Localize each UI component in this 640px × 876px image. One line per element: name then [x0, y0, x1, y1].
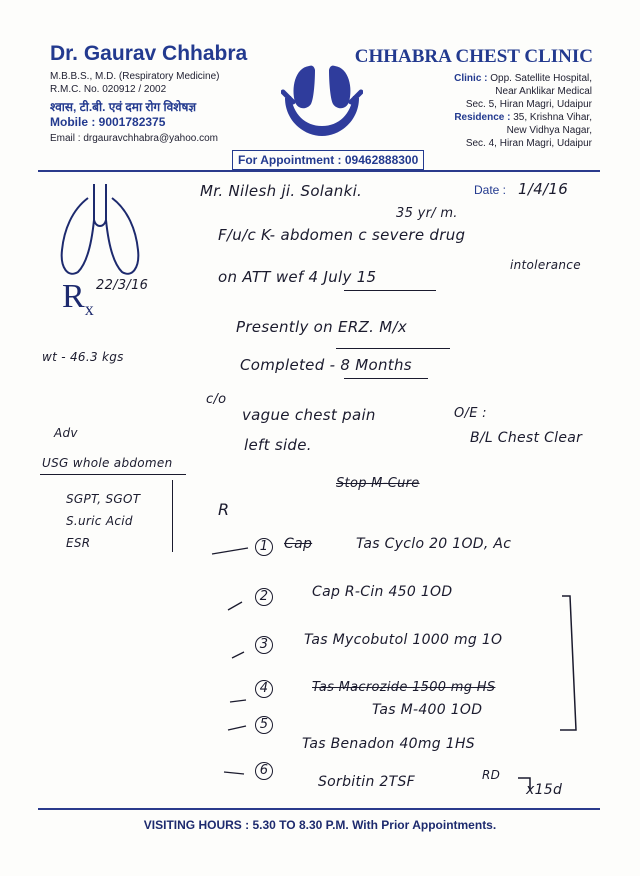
med-4-struck: Tas Macrozide 1500 mg HS	[312, 680, 496, 695]
clinic-address-line: Near Anklikar Medical	[495, 86, 592, 97]
clinic-name: CHHABRA CHEST CLINIC	[354, 46, 593, 67]
history-line-2: on ATT wef 4 July 15	[218, 268, 377, 286]
investigation-1: USG whole abdomen	[42, 456, 173, 470]
rx-letter: R	[62, 278, 85, 315]
header-divider	[38, 170, 600, 172]
patient-name: Mr. Nilesh ji. Solanki.	[200, 182, 363, 200]
med-3: Tas Mycobutol 1000 mg 1O	[304, 632, 503, 648]
underline	[344, 378, 428, 379]
duration: x15d	[526, 782, 563, 798]
history-line-3: Presently on ERZ. M/x	[236, 318, 408, 336]
patient-weight: wt - 46.3 kgs	[42, 350, 124, 364]
history-line-1: F/u/c K- abdomen c severe drug	[218, 226, 466, 244]
doctor-email: Email : drgauravchhabra@yahoo.com	[50, 133, 219, 144]
med-6: Sorbitin 2TSF	[318, 774, 415, 790]
underline	[336, 348, 450, 349]
clinic-addresses	[392, 72, 592, 150]
note-date: 1/4/16	[518, 180, 569, 198]
complaints-label: c/o	[206, 392, 227, 407]
patient-age: 35 yr/ m.	[396, 206, 458, 221]
med-number: 2	[255, 588, 273, 606]
clinic-address-line: Sec. 5, Hiran Magri, Udaipur	[465, 99, 592, 110]
clinic-address-line: Opp. Satellite Hospital,	[490, 73, 592, 84]
doctor-specialty-hindi: श्वास, टी.बी. एवं दमा रोग विशेषज्ञ	[50, 100, 197, 114]
investigation-2: SGPT, SGOT	[66, 492, 141, 506]
med-number: 4	[255, 680, 273, 698]
underline	[344, 290, 436, 291]
med-number: 3	[255, 636, 273, 654]
med-5: Tas Benadon 40mg 1HS	[302, 736, 475, 752]
med-6-route: RD	[482, 768, 501, 782]
doctor-degrees: M.B.B.S., M.D. (Respiratory Medicine)	[50, 71, 220, 82]
clinic-address-label: Clinic :	[454, 73, 488, 84]
residence-address-line: New Vidhya Nagar,	[506, 125, 592, 136]
handwritten-arrows	[200, 540, 580, 790]
med-1: Tas Cyclo 20 1OD, Ac	[356, 536, 512, 552]
rx-subscript: x	[84, 299, 94, 319]
lungs-outline-icon	[58, 180, 142, 280]
residence-address-label: Residence :	[454, 112, 511, 123]
complaint-line-2: left side.	[244, 436, 312, 454]
bracket-line	[172, 480, 173, 552]
complaint-line-1: vague chest pain	[242, 406, 376, 424]
residence-address-line: 35, Krishna Vihar,	[513, 112, 592, 123]
visiting-hours: VISITING HOURS : 5.30 TO 8.30 P.M. With Prior Appointments.	[143, 818, 497, 832]
stop-medication: Stop M-Cure	[336, 476, 420, 491]
med-number: 5	[255, 716, 273, 734]
med-2: Cap R-Cin 450 1OD	[312, 584, 453, 600]
prescription-symbol: R	[218, 500, 230, 519]
med-4: Tas M-400 1OD	[372, 702, 483, 718]
doctor-mobile: Mobile : 9001782375	[50, 115, 166, 129]
history-line-1b: intolerance	[510, 258, 581, 272]
med-number: 6	[255, 762, 273, 780]
investigation-3: S.uric Acid	[66, 514, 133, 528]
rx-date: 22/3/16	[96, 278, 149, 293]
investigation-4: ESR	[66, 536, 91, 550]
appointment-box: For Appointment : 09462888300	[232, 150, 424, 170]
history-line-4: Completed - 8 Months	[240, 356, 412, 374]
doctor-reg-no: R.M.C. No. 020912 / 2002	[50, 84, 167, 95]
advice-label: Adv	[54, 426, 78, 440]
examination-label: O/E :	[454, 406, 487, 421]
rx-symbol	[62, 278, 94, 319]
lungs-hands-logo	[281, 58, 363, 140]
examination-finding: B/L Chest Clear	[470, 430, 583, 446]
doctor-name: Dr. Gaurav Chhabra	[50, 42, 248, 65]
underline	[40, 474, 186, 475]
residence-address-line: Sec. 4, Hiran Magri, Udaipur	[465, 138, 592, 149]
footer-divider	[38, 808, 600, 810]
med-number: 1	[255, 538, 273, 556]
date-label: Date :	[474, 183, 507, 197]
med-1-struck: Cap	[284, 536, 313, 552]
